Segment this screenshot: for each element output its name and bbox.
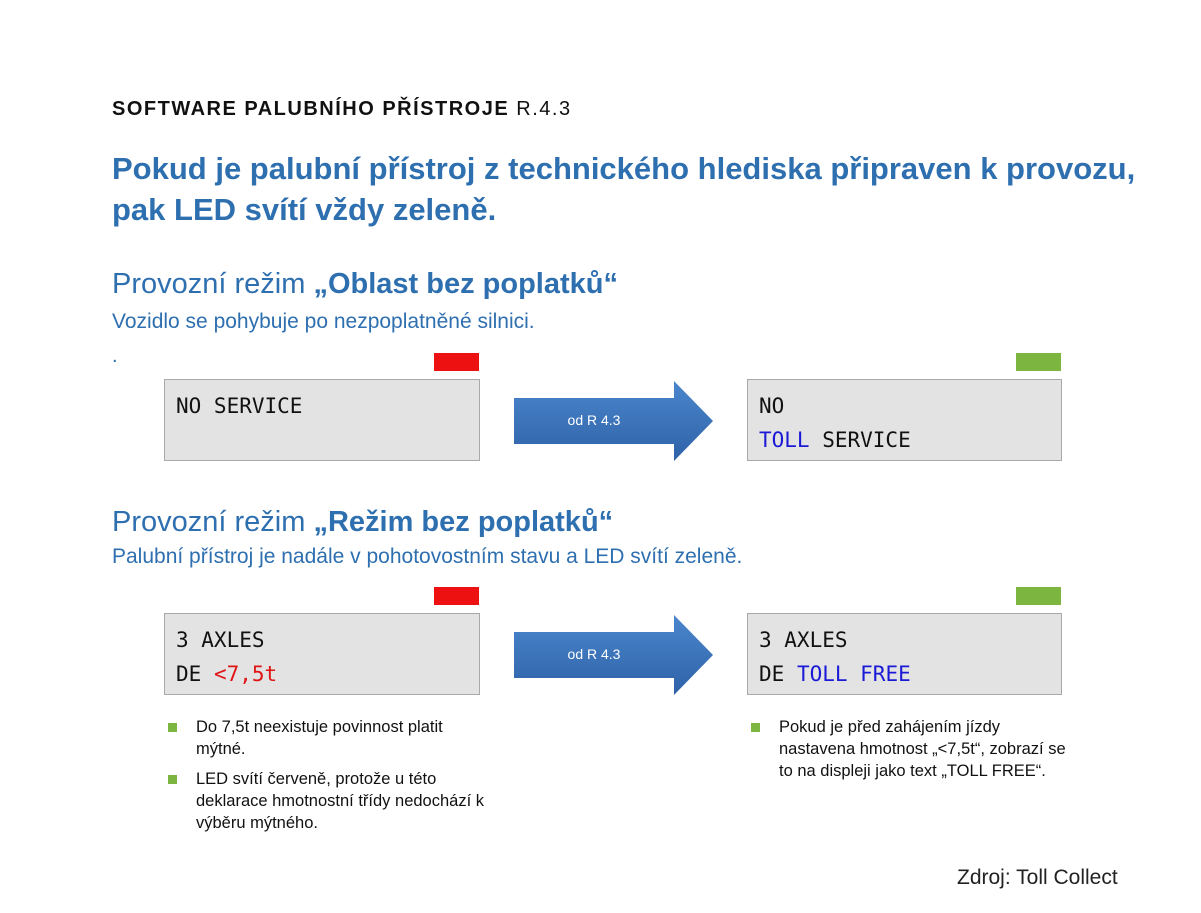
bullet-square-icon (751, 723, 760, 732)
section2-title-mode: „Režim bez poplatků“ (313, 506, 614, 538)
bullet-text: LED svítí červeně, protože u této deklarace hmotnostní třídy nedochází k výběru mýtného. (196, 770, 484, 832)
left-bullet-list (166, 716, 496, 842)
display-axles-toll-free (747, 613, 1062, 695)
led-red-indicator (434, 587, 479, 605)
display-axles-weight (164, 613, 480, 695)
display-line-2 (759, 423, 1061, 457)
section1-title-prefix: Provozní režim (112, 268, 314, 300)
source-citation: Zdroj: Toll Collect (957, 866, 1118, 889)
led-red-indicator (434, 353, 479, 371)
slide-kicker (112, 98, 572, 121)
display-line-2-prefix: DE (176, 662, 214, 686)
display-line-1: 3 AXLES (176, 628, 265, 652)
display-line-1: 3 AXLES (759, 628, 848, 652)
section2-title (112, 506, 613, 539)
kicker-title: SOFTWARE PALUBNÍHO PŘÍSTROJE (112, 98, 510, 120)
display-line-1: NO (759, 394, 785, 418)
section2-title-prefix: Provozní režim (112, 506, 314, 538)
display-line-2 (759, 657, 1061, 691)
display-no-toll-service (747, 379, 1062, 461)
display-no-service (164, 379, 480, 461)
display-line-2-rest: SERVICE (809, 428, 911, 452)
headline: Pokud je palubní přístroj z technického hlediska připraven k provozu, pak LED svítí vždy zeleně. (112, 151, 1136, 227)
section1-title-mode: „Oblast bez poplatků“ (313, 268, 618, 300)
display-highlight-weight: <7,5t (213, 662, 278, 686)
bullet-text: Do 7,5t neexistuje povinnost platit mýtné. (196, 718, 443, 758)
kicker-version: R.4.3 (516, 98, 572, 120)
section1-title (112, 268, 618, 301)
display-line-2-prefix: DE (759, 662, 797, 686)
right-bullet-list (749, 716, 1069, 790)
section2-subtitle: Palubní přístroj je nadále v pohotovostním stavu a LED svítí zeleně. (112, 545, 743, 568)
led-green-indicator (1016, 587, 1061, 605)
section1-subtitle: Vozidlo se pohybuje po nezpoplatněné silnici. (112, 310, 535, 333)
arrow-label: od R 4.3 (567, 646, 621, 662)
list-item (166, 768, 496, 834)
bullet-text: Pokud je před zahájením jízdy nastavena hmotnost „<7,5t“, zobrazí se to na displeji jako text „TOLL FREE“. (779, 718, 1066, 780)
display-line-1: NO SERVICE (176, 394, 303, 418)
bullet-square-icon (168, 775, 177, 784)
arrow-label: od R 4.3 (567, 412, 621, 428)
led-green-indicator (1016, 353, 1061, 371)
display-line-2 (176, 657, 479, 691)
section1-dot: . (112, 345, 118, 367)
display-highlight-toll: TOLL (759, 428, 810, 452)
display-highlight-toll-free: TOLL FREE (796, 662, 911, 686)
bullet-square-icon (168, 723, 177, 732)
list-item (749, 716, 1069, 782)
list-item (166, 716, 496, 760)
